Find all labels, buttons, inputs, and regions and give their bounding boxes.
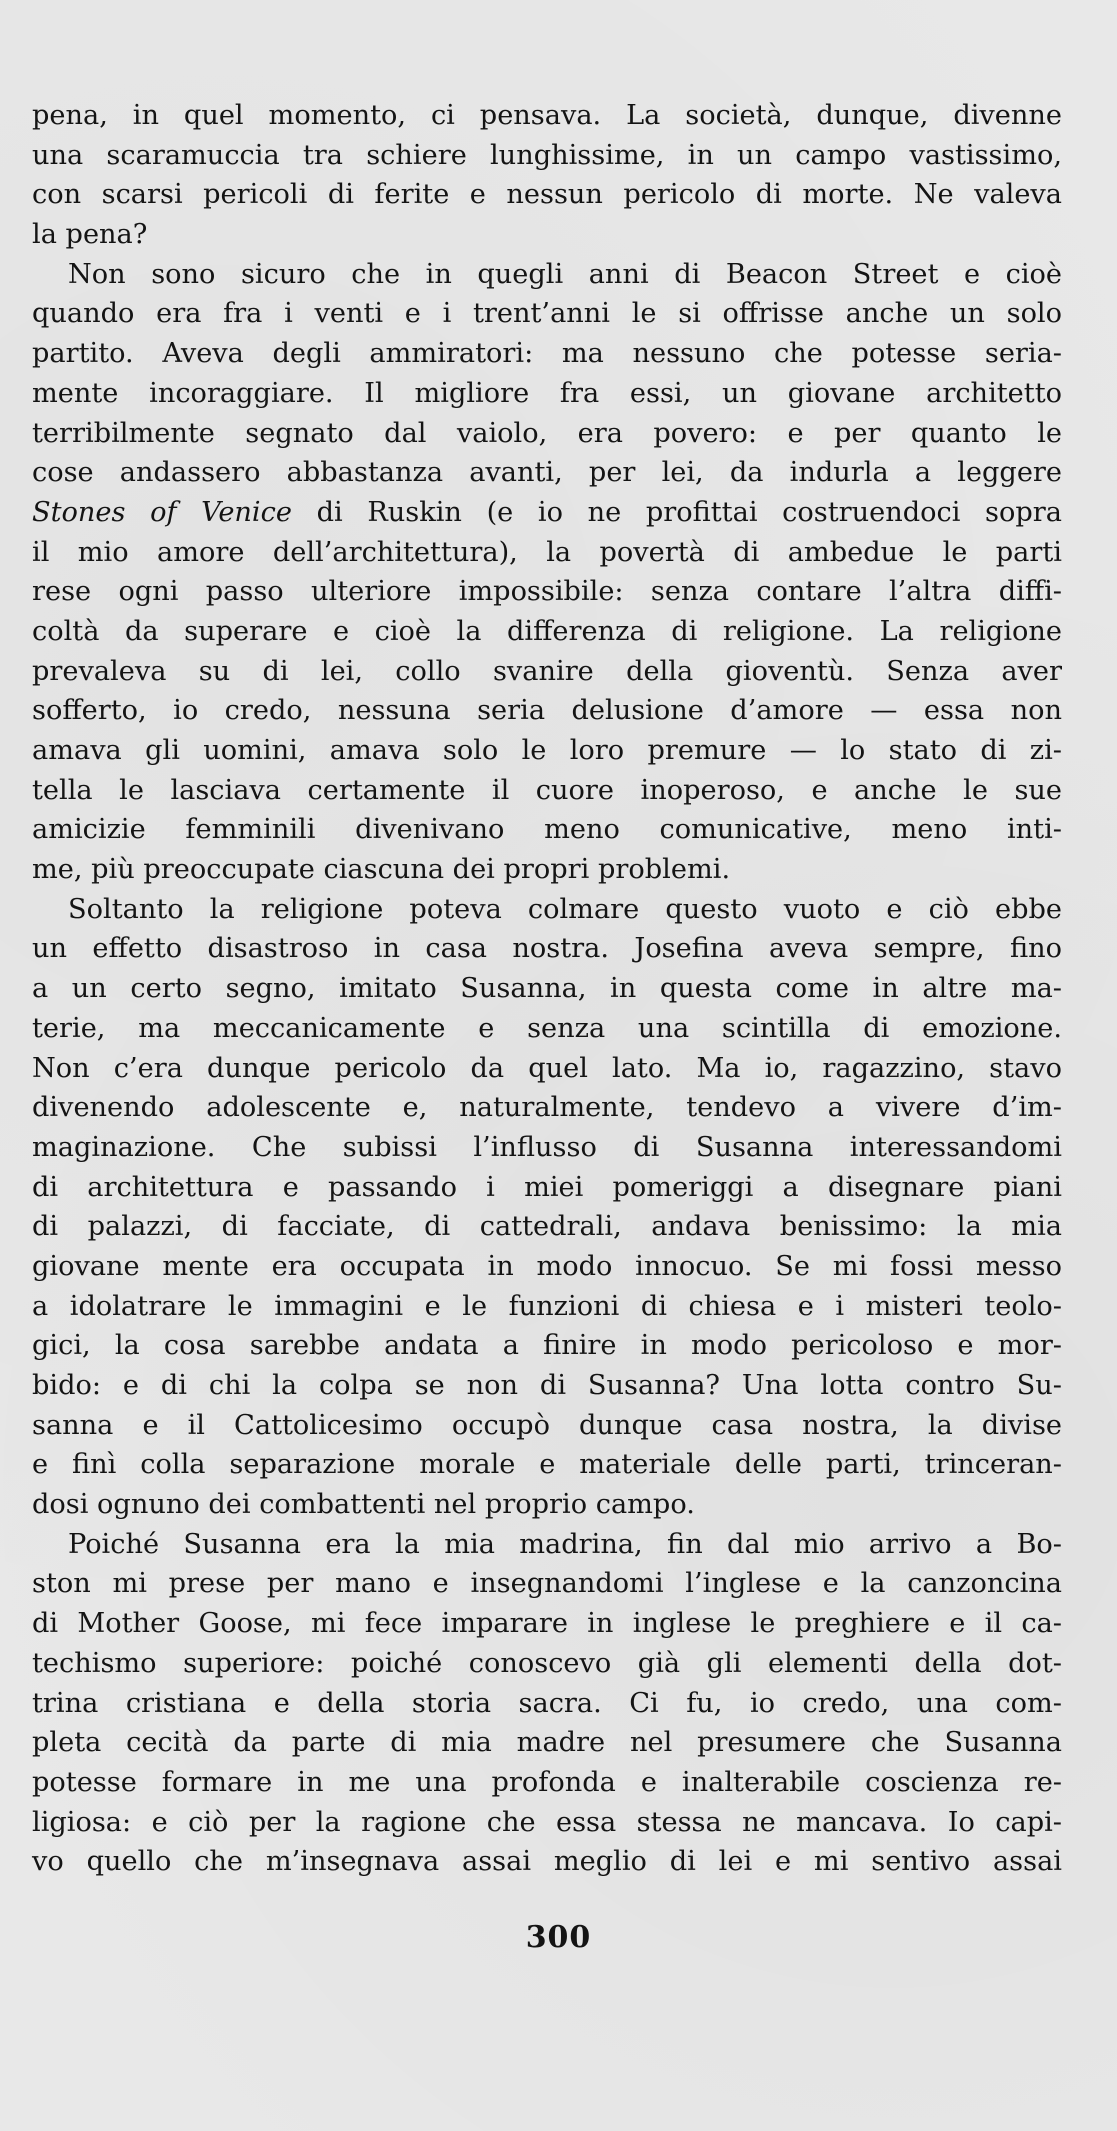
text-line: divenendo adolescente e, naturalmente, tendevo a vivere d’im- [32,1092,1062,1124]
text-line: il mio amore dell’architettura), la povertà di ambedue le parti [32,536,1062,568]
text-line: gici, la cosa sarebbe andata a finire in modo pericoloso e mor- [32,1330,1062,1362]
text-line: amava gli uomini, amava solo le loro premure — lo stato di zi- [32,735,1062,766]
text-line: me, più preoccupate ciascuna dei propri problemi. [32,854,731,886]
text-line: techismo superiore: poiché conoscevo già gli elementi della dot- [32,1647,1062,1679]
text-line: di Mother Goose, mi fece imparare in inglese le preghiere e il ca- [32,1608,1062,1640]
text-line: una scaramuccia tra schiere lunghissime, in un campo vastissimo, [32,139,1062,171]
text-line: sofferto, io credo, nessuna seria delusione d’amore — essa non [32,695,1062,727]
text-line: dosi ognuno dei combattenti nel proprio campo. [32,1489,695,1521]
text-line: Poiché Susanna era la mia madrina, fin dal mio arrivo a Bo- [68,1528,1062,1560]
text-line: tella le lasciava certamente il cuore inoperoso, e anche le sue [32,774,1062,806]
text-line: a un certo segno, imitato Susanna, in questa come in altre ma- [32,973,1062,1005]
text-line: giovane mente era occupata in modo innocuo. Se mi fossi messo [32,1250,1062,1282]
text-line: pena, in quel momento, ci pensava. La società, dunque, divenne [32,100,1062,131]
text-line: maginazione. Che subissi l’influsso di Susanna interessandomi [32,1131,1062,1163]
text-line: prevaleva su di lei, collo svanire della gioventù. Senza aver [32,655,1062,687]
text-line: di palazzi, di facciate, di cattedrali, andava benissimo: la mia [32,1211,1062,1243]
text-line: Soltanto la religione poteva colmare questo vuoto e ciò ebbe [68,893,1062,925]
text-line: e finì colla separazione morale e materiale delle parti, trinceran- [32,1449,1062,1481]
page-number: 300 [525,1920,592,1955]
text-line: con scarsi pericoli di ferite e nessun pericolo di morte. Ne valeva [32,179,1062,211]
text-line: trina cristiana e della storia sacra. Ci fu, io credo, una com- [32,1687,1062,1719]
text-line: sanna e il Cattolicesimo occupò dunque casa nostra, la divise [32,1409,1062,1441]
text-line: coltà da superare e cioè la differenza di religione. La religione [32,615,1062,647]
text-line: Stones of Venice di Ruskin (e io ne profittai costruendoci sopra [32,496,1062,528]
text-line: quando era fra i venti e i trent’anni le si offrisse anche un solo [32,298,1062,330]
text-line: ston mi prese per mano e insegnandomi l’inglese e la canzoncina [32,1568,1062,1600]
text-line: a idolatrare le immagini e le funzioni di chiesa e i misteri teolo- [32,1290,1062,1322]
text-line: di architettura e passando i miei pomeriggi a disegnare piani [32,1171,1062,1203]
body-text [32,96,1062,1882]
text-line: Non c’era dunque pericolo da quel lato. Ma io, ragazzino, stavo [32,1052,1062,1084]
text-line: rese ogni passo ulteriore impossibile: senza contare l’altra diffi- [32,576,1062,608]
text-line: pleta cecità da parte di mia madre nel presumere che Susanna [32,1727,1062,1759]
text-line: bido: e di chi la colpa se non di Susanna? Una lotta contro Su- [32,1370,1062,1401]
text-line: amicizie femminili divenivano meno comunicative, meno inti- [32,814,1062,846]
text-line: cose andassero abbastanza avanti, per lei, da indurla a leggere [32,457,1062,489]
text-line: ligiosa: e ciò per la ragione che essa stessa ne mancava. Io capi- [32,1806,1062,1838]
text-line: potesse formare in me una profonda e inalterabile coscienza re- [32,1766,1062,1798]
text-line: la pena? [32,219,148,251]
text-line: mente incoraggiare. Il migliore fra essi, un giovane architetto [32,377,1062,409]
text-line: partito. Aveva degli ammiratori: ma nessuno che potesse seria- [32,338,1062,370]
text-line: vo quello che m’insegnava assai meglio di lei e mi sentivo assai [32,1846,1062,1878]
text-line: terie, ma meccanicamente e senza una scintilla di emozione. [32,1012,1062,1044]
text-line: terribilmente segnato dal vaiolo, era povero: e per quanto le [32,417,1062,449]
text-line: un effetto disastroso in casa nostra. Josefina aveva sempre, fino [32,933,1062,965]
text-line: Non sono sicuro che in quegli anni di Beacon Street e cioè [68,258,1062,290]
